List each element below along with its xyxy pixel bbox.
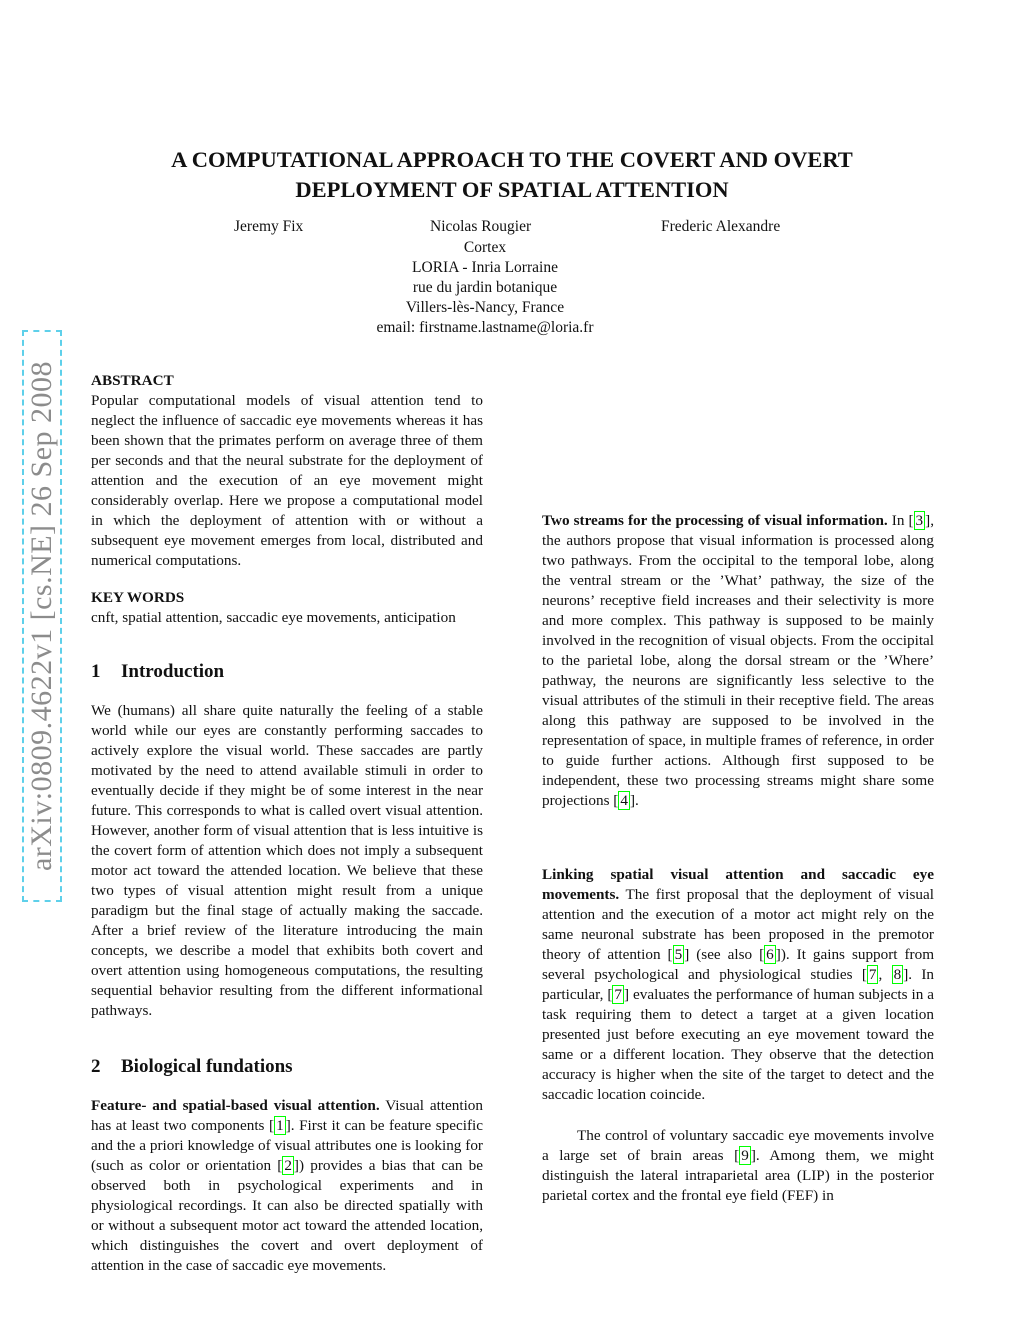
citation-link[interactable]: 2 [284, 1157, 292, 1174]
section-1-title: Introduction [121, 661, 225, 682]
citation-link[interactable]: 7 [868, 966, 877, 983]
author-rougier: Nicolas Rougier [430, 218, 532, 235]
citation-link[interactable]: 8 [893, 966, 902, 983]
affiliation-lab: LORIA - Inria Lorraine [412, 259, 558, 276]
citation-link[interactable]: 3 [915, 512, 924, 529]
two-streams-paragraph: Two streams for the processing of visual information. In [ 3 ], the authors propose that visual information is processed along two pathways. From the occipital to the temporal lobe, along the ventral stream or the ’What’ pathway, the size of the neurons’ receptive field increases and their selectivity is more and more complex. This pathway is supposed to be mainly involved in the recognition of visual objects. From the occipital to the parietal lobe, along the dorsal stream or the ’Where’ pathway, the neurons are significantly less selective to the visual attributes of the stimuli in their receptive field. The areas along this pathway are supposed to be involved in the representation of space, in multiple frames of reference, in order to guide further actions. Although first supposed to be independent, these two processing streams might share some projections [ 4 ]. [542, 512, 934, 809]
affiliation-team: Cortex [463, 239, 507, 256]
citation-link[interactable]: 1 [276, 1117, 284, 1134]
author-fix: Jeremy Fix [234, 218, 304, 235]
arxiv-stamp [22, 330, 62, 902]
linking-heading: Linking spatial visual attention and saccadic eye movements. [542, 866, 934, 903]
citation-link[interactable]: 6 [766, 946, 774, 963]
section-1-heading [91, 660, 483, 684]
citation-link[interactable]: 7 [614, 986, 622, 1003]
affiliation-block [280, 238, 690, 338]
section-2-number: 2 [91, 1056, 101, 1077]
title-line-2: DEPLOYMENT OF SPATIAL ATTENTION [295, 177, 729, 202]
affiliation-email: email: firstname.lastname@loria.fr [376, 319, 594, 336]
section-2-title: Biological fundations [121, 1056, 293, 1077]
affiliation-street: rue du jardin botanique [412, 279, 558, 296]
feature-spatial-paragraph: Feature- and spatial-based visual attention. Visual attention has at least two components [ 1 ]. First it can be feature specific and the a priori knowledge of visual attributes one is looking for (such as color or orientation [ 2 ]) provides a bias that can be observed both in psychological experiments and in physiological recordings. It can also be directed spatially with or without a subsequent motor act toward the attended location, which distinguishes the covert and overt deployment of attention in the case of saccadic eye movements. [91, 1097, 483, 1274]
paper-title [120, 145, 904, 205]
citation-link[interactable]: 9 [741, 1147, 749, 1164]
citation-link[interactable]: 4 [620, 792, 628, 809]
section-1-number: 1 [91, 661, 101, 682]
author-alexandre: Frederic Alexandre [661, 218, 781, 235]
affiliation-city: Villers-lès-Nancy, France [405, 299, 565, 316]
arxiv-identifier: arXiv:0809.4622v1 [cs.NE] 26 Sep 2008 [25, 360, 58, 872]
right-column [542, 511, 934, 1206]
two-streams-heading: Two streams for the processing of visual information. [542, 512, 888, 529]
title-line-1: A COMPUTATIONAL APPROACH TO THE COVERT AND OVERT [171, 147, 853, 172]
abstract-text: Popular computational models of visual attention tend to neglect the influence of saccadic eye movements whereas it has been shown that the primates perform on average three of them per seconds and that the neural substrate for the deployment of attention and the execution of an eye movement might considerably overlap. Here we propose a computational model in which the deployment of attention with or without a subsequent eye movement emerges from local, distributed and numerical computations. [91, 392, 483, 569]
intro-paragraph: We (humans) all share quite naturally the feeling of a stable world while our eyes are constantly performing saccades to actively explore the visual world. These saccades are partly motivated by the need to attend available stimuli in order to eventually decide if they might be of some interest in the near future. This corresponds to what is called overt visual attention. However, another form of visual attention that is less intuitive is the covert form of attention which does not imply a subsequent motor act toward the attended location. We believe that these two types of visual attention might result from a unique paradigm but the final stage of actually making the saccade. After a brief review of the literature introducing the main concepts, we describe a model that exhibits both covert and overt attention using homogeneous computations, the resulting sequential behavior resulting from the different informational pathways. [91, 702, 483, 1019]
section-2-heading [91, 1055, 483, 1079]
saccade-control-paragraph: The control of voluntary saccadic eye movements involve a large set of brain areas [ 9 ]. Among them, we might distinguish the lateral intraparietal area (LIP) in the posterior parietal cortex and the frontal eye field (FEF) in [542, 1127, 934, 1204]
keywords-heading: KEY WORDS [91, 589, 185, 606]
keywords-text: cnft, spatial attention, saccadic eye movements, anticipation [91, 609, 456, 626]
left-column [91, 371, 483, 1276]
abstract-heading: ABSTRACT [91, 372, 174, 389]
citation-link[interactable]: 5 [674, 946, 683, 963]
linking-paragraph: Linking spatial visual attention and saccadic eye movements. The first proposal that the deployment of visual attention and the execution of a motor act might rely on the same neuronal substrate has been proposed in the premotor theory of attention [ 5 ] (see also [ 6 ]). It gains support from several psychological and physiological studies [ 7 , 8 ]. In particular, [ 7 ] evaluates the performance of human subjects in a task requiring them to detect a target at a given location presented just before executing an eye movement toward the same or a different location. They observe that the detection accuracy is higher when the site of the target to detect and the saccadic location coincide. [542, 866, 935, 1103]
feature-spatial-heading: Feature- and spatial-based visual attention. [91, 1097, 380, 1114]
